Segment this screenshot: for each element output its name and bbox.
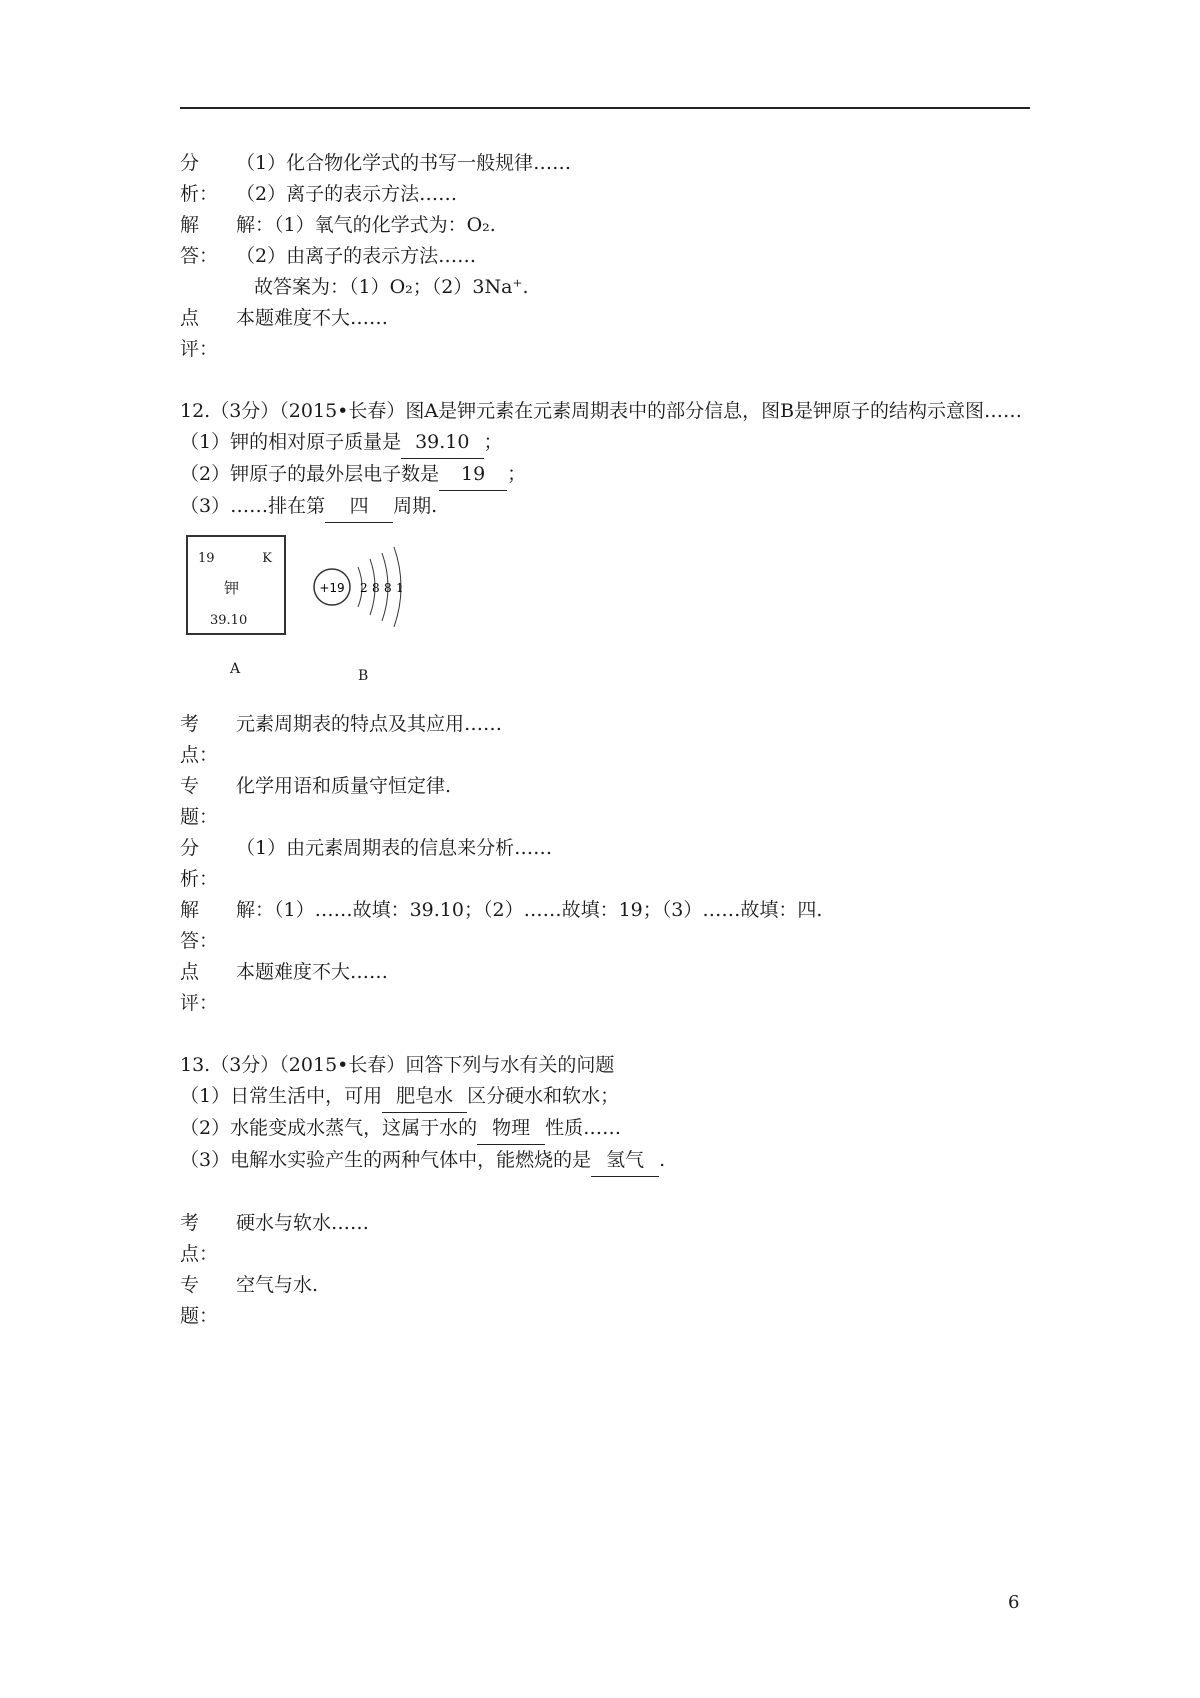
q13-exam-point: 考点： 硬水与软水…… [180,1212,370,1265]
q11-analysis-2: （2）离子的表示方法…… [236,183,458,205]
q11-answer-2: （2）由离子的表示方法…… [236,245,477,267]
q11-analysis [180,148,1030,210]
element-symbol: K [262,551,272,566]
q12-part-1: （1）钾的相对原子质量是 39.10 ； [180,427,1030,459]
atom-structure-diagram [310,539,430,639]
atomic-number: 19 [198,551,215,566]
q12-title: 12.（3分）（2015•长春）图A是钾元素在元素周期表中的部分信息，图B是钾原子的结构示意图…… [180,400,1023,422]
q11-answer-1: 解：（1）氧气的化学式为：O₂. [236,214,496,236]
q12-comment: 点评： 本题难度不大…… [180,961,389,1014]
q13-answer-3: 氢气 [591,1145,659,1177]
q12-answer-2: 19 [439,459,507,491]
q12-answer: 解答： 解：（1）……故填：39.10；（2）……故填：19；（3）……故填：四. [180,899,823,952]
header-rule [180,107,1030,109]
q11-answer [180,210,1030,303]
q13-topic: 专题： 空气与水. [180,1274,319,1327]
q12-exam-point: 考点： 元素周期表的特点及其应用…… [180,709,1030,771]
q11-comment [180,303,1030,365]
q13-part-3: （3）电解水实验产生的两种气体中，能燃烧的是 氢气 . [180,1145,1030,1177]
shell-count-3: 8 [384,581,392,595]
q12-analysis: 分析： （1）由元素周期表的信息来分析…… [180,837,553,890]
topic-label: 专题： [180,775,219,828]
exam-point-label: 考点： [180,713,219,766]
analysis-label: 分析： [180,152,219,205]
figure-label-a: A [230,661,241,677]
q13-part-1: （1）日常生活中，可用 肥皂水 区分硬水和软水； [180,1081,1030,1113]
comment-label: 点评： [180,307,219,360]
nucleus-charge: +19 [319,581,345,595]
atomic-mass: 39.10 [210,613,248,628]
page-content [180,148,1030,1332]
q13-part-2: （2）水能变成水蒸气，这属于水的 物理 性质…… [180,1113,1030,1145]
q12-part-3: （3）……排在第 四 周期. [180,491,1030,523]
q12-answer-3: 四 [325,491,393,523]
q13-title: 13.（3分）（2015•长春）回答下列与水有关的问题 [180,1054,615,1076]
q12-topic: 专题： 化学用语和质量守恒定律. [180,771,1030,833]
q13-answer-1: 肥皂水 [382,1081,467,1113]
figure-label-b: B [358,668,369,684]
page-number: 6 [1008,1592,1020,1613]
potassium-figure [180,529,1030,699]
element-cell [186,535,286,635]
shell-count-2: 8 [372,581,380,595]
q12-answer-1: 39.10 [401,427,483,459]
shell-count-4: 1 [396,581,404,595]
q11-analysis-1: （1）化合物化学式的书写一般规律…… [236,152,572,174]
shell-count-1: 2 [360,581,368,595]
element-name: 钾 [224,579,240,597]
q11-comment-text: 本题难度不大…… [236,307,389,329]
answer-label: 解答： [180,214,219,267]
q11-answer-final: 故答案为：（1）O₂；（2）3Na⁺. [254,276,529,298]
q12-part-2: （2）钾原子的最外层电子数是 19 ； [180,459,1030,491]
q13-answer-2: 物理 [477,1113,545,1145]
